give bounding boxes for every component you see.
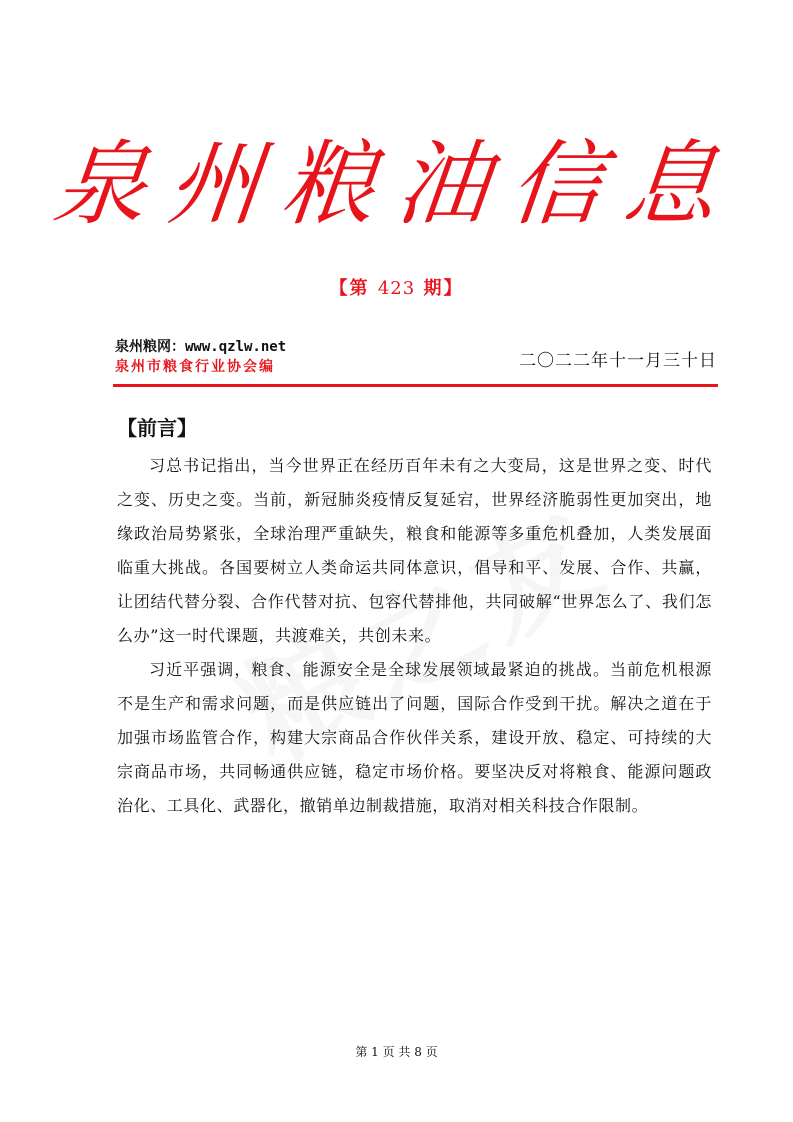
issue-close: 期】 bbox=[415, 278, 464, 299]
page-footer: 第 1 页 共 8 页 bbox=[355, 1045, 438, 1059]
section-title: 【前言】 bbox=[117, 416, 197, 440]
header-rule bbox=[113, 384, 718, 387]
issue-number bbox=[0, 274, 793, 300]
website-label: 泉州粮网： bbox=[115, 339, 185, 355]
masthead-title: 泉州粮油信息 bbox=[48, 131, 745, 238]
publisher-info bbox=[115, 337, 286, 377]
issue-date: 二〇二二年十一月三十日 bbox=[519, 351, 717, 371]
editor-org: 泉州市粮食行业协会编 bbox=[115, 359, 275, 375]
website-url[interactable]: www.qzlw.net bbox=[185, 339, 287, 355]
issue-num: 423 bbox=[377, 278, 416, 299]
website-line bbox=[115, 337, 286, 357]
paragraph: 习总书记指出，当今世界正在经历百年未有之大变局，这是世界之变、时代之变、历史之变。当前，新冠肺炎疫情反复延宕，世界经济脆弱性更加突出，地缘政治局势紧张，全球治理严重缺失，粮食和能源等多重危机叠加，人类发展面临重大挑战。各国要树立人类命运共同体意识，倡导和平、发展、合作、共赢，让团结代替分裂、合作代替对抗、包容代替排他，共同破解“世界怎么了、我们怎么办”这一时代课题，共渡难关，共创未来。 bbox=[117, 456, 712, 645]
article-body bbox=[117, 449, 712, 823]
issue-open: 【第 bbox=[329, 278, 378, 299]
paragraph: 习近平强调，粮食、能源安全是全球发展领域最紧迫的挑战。当前危机根源不是生产和需求问题，而是供应链出了问题，国际合作受到干扰。解决之道在于加强市场监管合作，构建大宗商品合作伙伴关系，建设开放、稳定、可持续的大宗商品市场，共同畅通供应链，稳定市场价格。要坚决反对将粮食、能源问题政治化、工具化、武器化，撤销单边制裁措施，取消对相关科技合作限制。 bbox=[117, 660, 712, 815]
